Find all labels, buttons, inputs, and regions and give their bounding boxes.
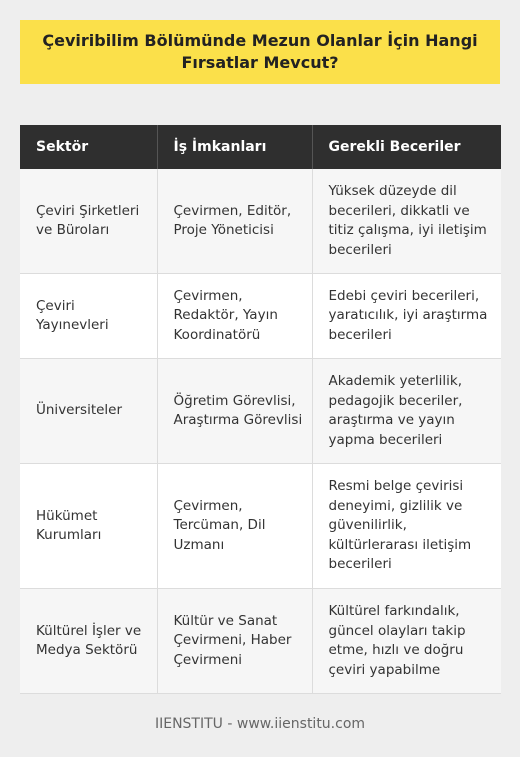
skills-cell: Akademik yeterlilik, pedagojik beceriler, araştırma ve yayın yapma becerileri bbox=[312, 359, 501, 464]
column-header-jobs: İş İmkanları bbox=[157, 125, 312, 169]
jobs-cell: Çevirmen, Redaktör, Yayın Koordinatörü bbox=[157, 274, 312, 359]
sector-cell: Çeviri Yayınevleri bbox=[20, 274, 157, 359]
skills-cell: Kültürel farkındalık, güncel olayları takip etme, hızlı ve doğru çeviri yapabilme bbox=[312, 589, 501, 694]
sector-cell: Üniversiteler bbox=[20, 359, 157, 464]
skills-cell: Resmi belge çevirisi deneyimi, gizlilik ve güvenilirlik, kültürlerarası iletişim becerileri bbox=[312, 464, 501, 589]
table-row bbox=[20, 274, 501, 359]
jobs-cell: Çevirmen, Tercüman, Dil Uzmanı bbox=[157, 464, 312, 589]
table-row bbox=[20, 359, 501, 464]
table-row bbox=[20, 589, 501, 694]
column-header-sector: Sektör bbox=[20, 125, 157, 169]
sector-cell: Kültürel İşler ve Medya Sektörü bbox=[20, 589, 157, 694]
page-title: Çeviribilim Bölümünde Mezun Olanlar İçin Hangi Fırsatlar Mevcut? bbox=[42, 31, 478, 72]
skills-cell: Edebi çeviri becerileri, yaratıcılık, iyi araştırma becerileri bbox=[312, 274, 501, 359]
column-header-skills: Gerekli Beceriler bbox=[312, 125, 501, 169]
table-header-row bbox=[20, 125, 501, 169]
title-banner bbox=[20, 20, 500, 84]
sector-cell: Hükümet Kurumları bbox=[20, 464, 157, 589]
jobs-cell: Kültür ve Sanat Çevirmeni, Haber Çevirmeni bbox=[157, 589, 312, 694]
table-row bbox=[20, 169, 501, 274]
jobs-cell: Öğretim Görevlisi, Araştırma Görevlisi bbox=[157, 359, 312, 464]
table-row bbox=[20, 464, 501, 589]
sector-cell: Çeviri Şirketleri ve Büroları bbox=[20, 169, 157, 274]
footer-credit: IIENSTITU - www.iienstitu.com bbox=[154, 716, 366, 732]
opportunities-table bbox=[20, 125, 501, 694]
jobs-cell: Çevirmen, Editör, Proje Yöneticisi bbox=[157, 169, 312, 274]
skills-cell: Yüksek düzeyde dil becerileri, dikkatli ve titiz çalışma, iyi iletişim becerileri bbox=[312, 169, 501, 274]
